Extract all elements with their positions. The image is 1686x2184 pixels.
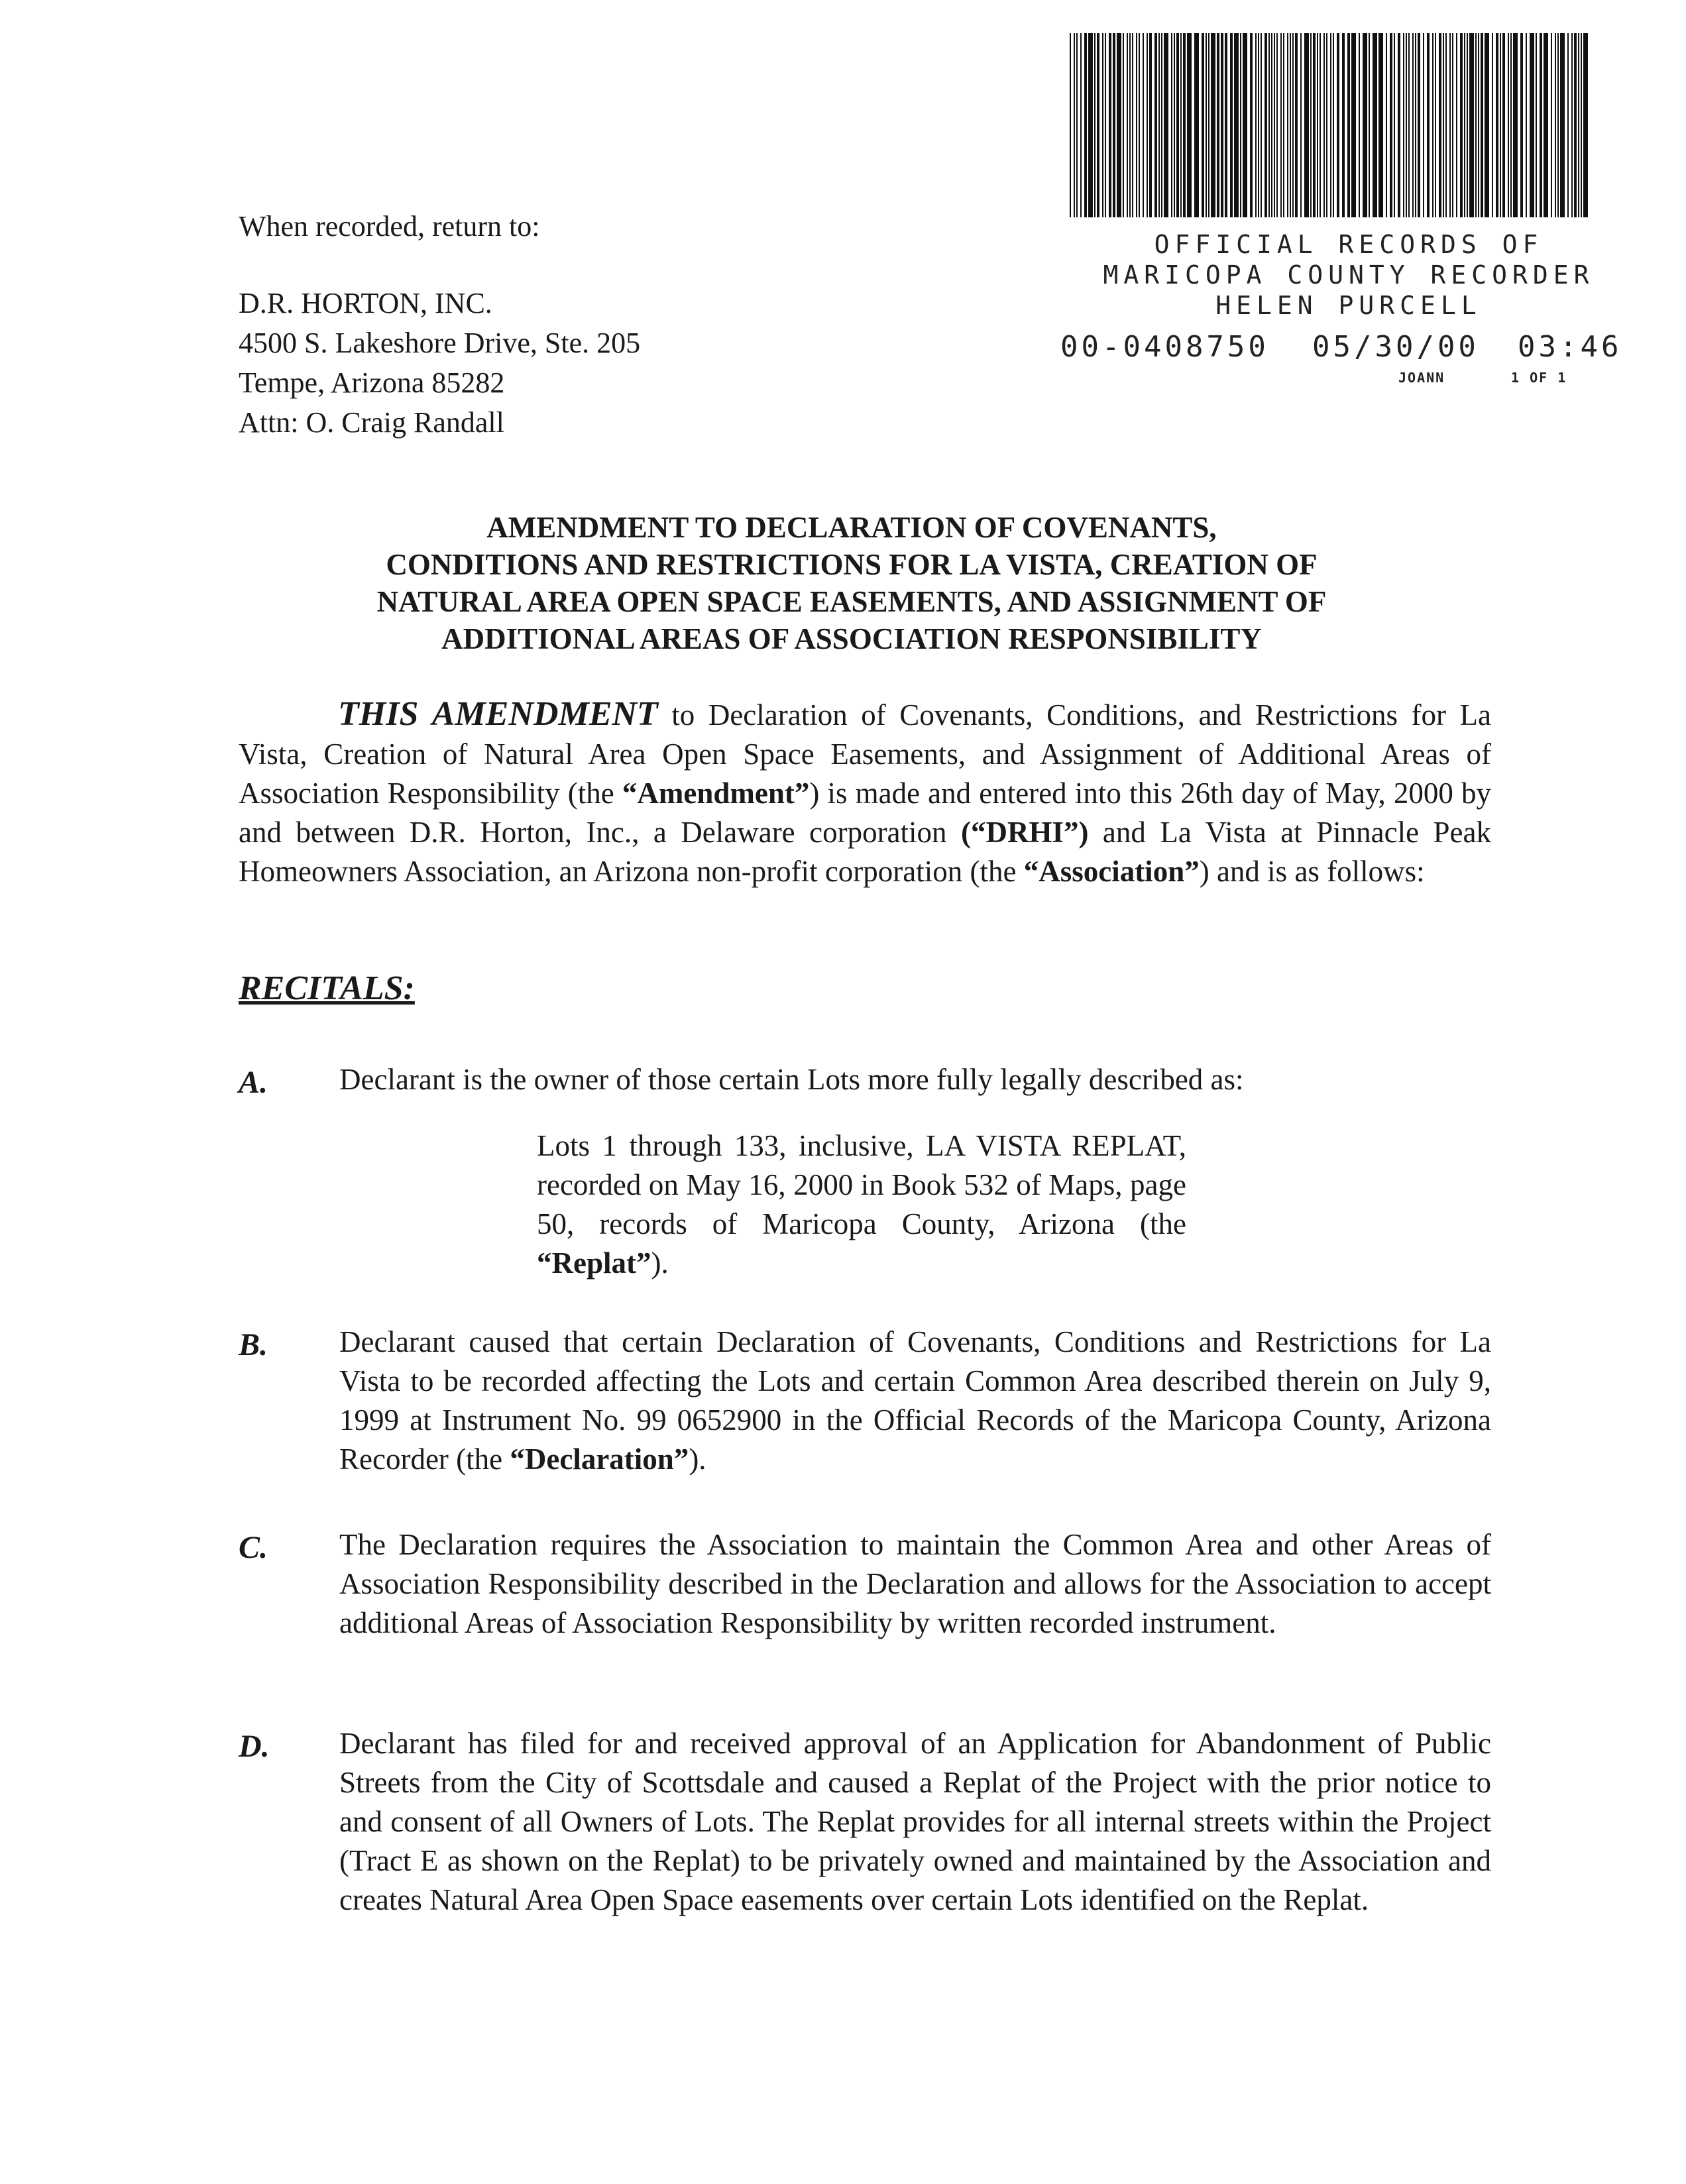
return-attn: Attn: O. Craig Randall xyxy=(239,406,504,439)
legal-description-text: Lots 1 through 133, inclusive, LA VISTA REPLAT, recorded on May 16, 2000 in Book 532 of Maps, page 50, records of Maricopa County, Arizona (the xyxy=(537,1129,1186,1240)
title-line-4: ADDITIONAL AREAS OF ASSOCIATION RESPONSIBILITY xyxy=(441,622,1262,655)
intro-term-association: “Association” xyxy=(1023,855,1200,888)
stamp-clerk: JOANN xyxy=(1398,370,1445,386)
title-line-2: CONDITIONS AND RESTRICTIONS FOR LA VISTA, CREATION OF xyxy=(386,548,1318,581)
stamp-record-row xyxy=(1060,330,1637,370)
return-name: D.R. HORTON, INC. xyxy=(239,287,492,319)
stamp-time: 03:46 xyxy=(1518,330,1622,364)
intro-text-4: ) and is as follows: xyxy=(1199,855,1425,888)
intro-paragraph xyxy=(239,694,1491,891)
title-line-3: NATURAL AREA OPEN SPACE EASEMENTS, AND ASSIGNMENT OF xyxy=(376,585,1327,618)
return-street: 4500 S. Lakeshore Drive, Ste. 205 xyxy=(239,327,641,359)
recording-stamp xyxy=(1060,229,1637,390)
stamp-page: 1 OF 1 xyxy=(1511,370,1567,386)
recital-d-label: D. xyxy=(239,1729,270,1764)
intro-lead: THIS AMENDMENT xyxy=(338,695,658,733)
stamp-line-2: MARICOPA COUNTY RECORDER xyxy=(1103,260,1595,290)
return-address-block xyxy=(239,207,640,443)
stamp-line-3: HELEN PURCELL xyxy=(1215,291,1482,320)
recital-c-label: C. xyxy=(239,1530,268,1565)
recital-b-label: B. xyxy=(239,1327,268,1362)
return-city: Tempe, Arizona 85282 xyxy=(239,366,505,399)
title-line-1: AMENDMENT TO DECLARATION OF COVENANTS, xyxy=(486,511,1217,544)
stamp-date: 05/30/00 xyxy=(1312,330,1479,364)
legal-description-end: ). xyxy=(651,1246,669,1280)
recital-b-text xyxy=(339,1323,1491,1479)
stamp-small-row xyxy=(1060,370,1637,390)
recital-a-label: A. xyxy=(239,1065,268,1100)
recital-d-text: Declarant has filed for and received approval of an Application for Abandonment of Public Streets from the City of Scottsdale and caused a Replat of the Project with the prior notice to and consent of all Owners of Lots. The Replat provides for all internal streets within the Project (Tract E as shown on the Replat) to be privately owned and maintained by the Association and creates Natural Area Open Space easements over certain Lots identified on the Replat. xyxy=(339,1727,1491,1916)
intro-text-1: to Declaration of Covenants, Conditions, and Restrictions for La Vista, Creation of Natural Area Open Space Easements, and Assignment of Additional Areas of Association Responsibility (the xyxy=(239,698,1492,810)
recital-c-text: The Declaration requires the Association to maintain the Common Area and other Areas of Association Responsibility described in the Declaration and allows for the Association to accept additional Areas of Association Responsibility by written recorded instrument. xyxy=(339,1528,1491,1639)
stamp-line-1: OFFICIAL RECORDS OF xyxy=(1154,230,1544,259)
return-heading: When recorded, return to: xyxy=(239,210,540,243)
legal-term-replat: “Replat” xyxy=(537,1246,651,1280)
recital-b-term: “Declaration” xyxy=(510,1443,689,1476)
recital-b-body: Declarant caused that certain Declaration of Covenants, Conditions and Restrictions for La Vista to be recorded affecting the Lots and certain Common Area described therein on July 9, 1999 at Instrument No. 99 0652900 in the Official Records of the Maricopa County, Arizona Recorder (the xyxy=(339,1325,1491,1476)
legal-description xyxy=(537,1126,1186,1283)
barcode xyxy=(1070,33,1591,217)
intro-term-amendment: “Amendment” xyxy=(622,777,810,810)
recital-b-end: ). xyxy=(689,1443,706,1476)
intro-text-2: ) is made and entered into this 26th day of May, 2000 by and between D.R. Horton, Inc., a Delaware corporation xyxy=(239,777,1492,849)
document-title xyxy=(199,509,1504,657)
stamp-doc-number: 00-0408750 xyxy=(1060,330,1269,364)
intro-term-drhi: (“DRHI”) xyxy=(961,816,1089,849)
intro-text-3: and La Vista at Pinnacle Peak Homeowners Association, an Arizona non-profit corporation (the xyxy=(239,816,1492,888)
recital-a-text: Declarant is the owner of those certain Lots more fully legally described as: xyxy=(339,1063,1244,1096)
recitals-heading: RECITALS: xyxy=(239,969,415,1007)
